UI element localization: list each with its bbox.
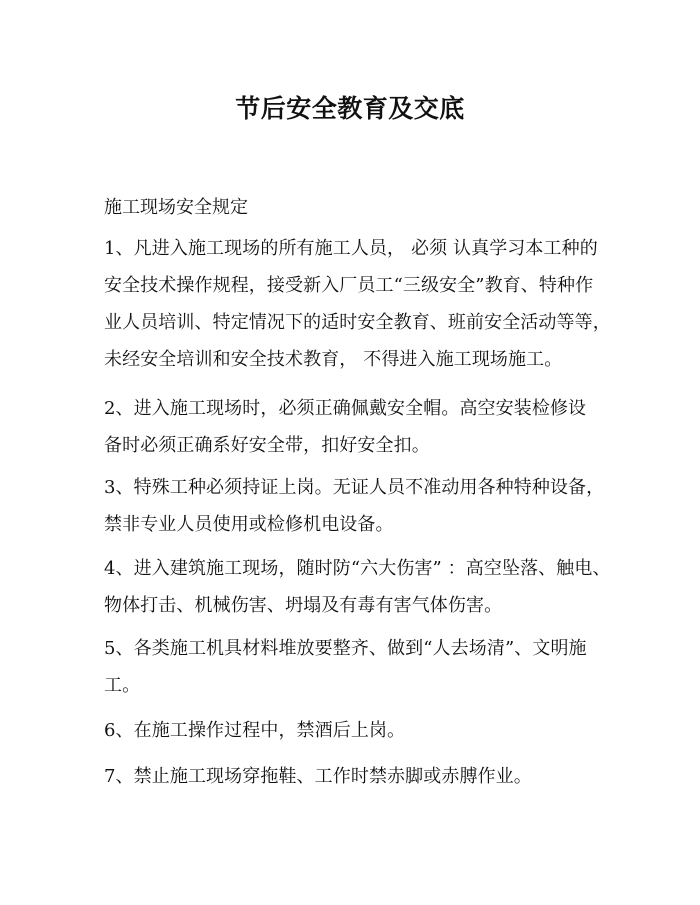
- rule-6-line-1: 6、在施工操作过程中，禁酒后上岗。: [104, 720, 406, 741]
- rule-paragraph-6: [104, 712, 612, 749]
- rule-2-line-2: 备时必须正确系好安全带，扣好安全扣。: [104, 435, 430, 456]
- rule-1-line-2: 安全技术操作规程，接受新入厂员工“三级安全”教育、特种作: [104, 275, 594, 296]
- rule-paragraph-3: [104, 469, 612, 543]
- rule-paragraph-5: [104, 630, 612, 704]
- rule-paragraph-4: [104, 550, 612, 624]
- rule-1-line-1: 1、凡进入施工现场的所有施工人员， 必须 认真学习本工种的: [104, 238, 598, 259]
- section-heading: 施工现场安全规定: [104, 197, 248, 218]
- rule-paragraph-2: [104, 390, 612, 464]
- rule-paragraph-7: [104, 758, 612, 795]
- rule-paragraph-1: [104, 230, 612, 378]
- rule-3-line-2: 禁非专业人员使用或检修机电设备。: [104, 514, 394, 535]
- rule-1-line-3: 业人员培训、特定情况下的适时安全教育、班前安全活动等等，: [104, 312, 611, 333]
- rule-1-line-4: 未经安全培训和安全技术教育， 不得进入施工现场施工。: [104, 349, 563, 370]
- rule-4-line-2: 物体打击、机械伤害、坍塌及有毒有害气体伤害。: [104, 595, 503, 616]
- rule-7-line-1: 7、禁止施工现场穿拖鞋、工作时禁赤脚或赤膊作业。: [104, 766, 532, 787]
- document-title: 节后安全教育及交底: [235, 94, 465, 123]
- rule-4-line-1: 4、进入建筑施工现场，随时防“六大伤害” ：高空坠落、触电、: [104, 558, 611, 579]
- rule-3-line-1: 3、特殊工种必须持证上岗。无证人员不准动用各种特种设备，: [104, 477, 605, 498]
- rule-5-line-1: 5、各类施工机具材料堆放要整齐、做到“人去场清”、文明施: [104, 638, 587, 659]
- rule-2-line-1: 2、进入施工现场时，必须正确佩戴安全帽。高空安装检修设: [104, 398, 587, 419]
- rule-5-line-2: 工。: [104, 675, 141, 696]
